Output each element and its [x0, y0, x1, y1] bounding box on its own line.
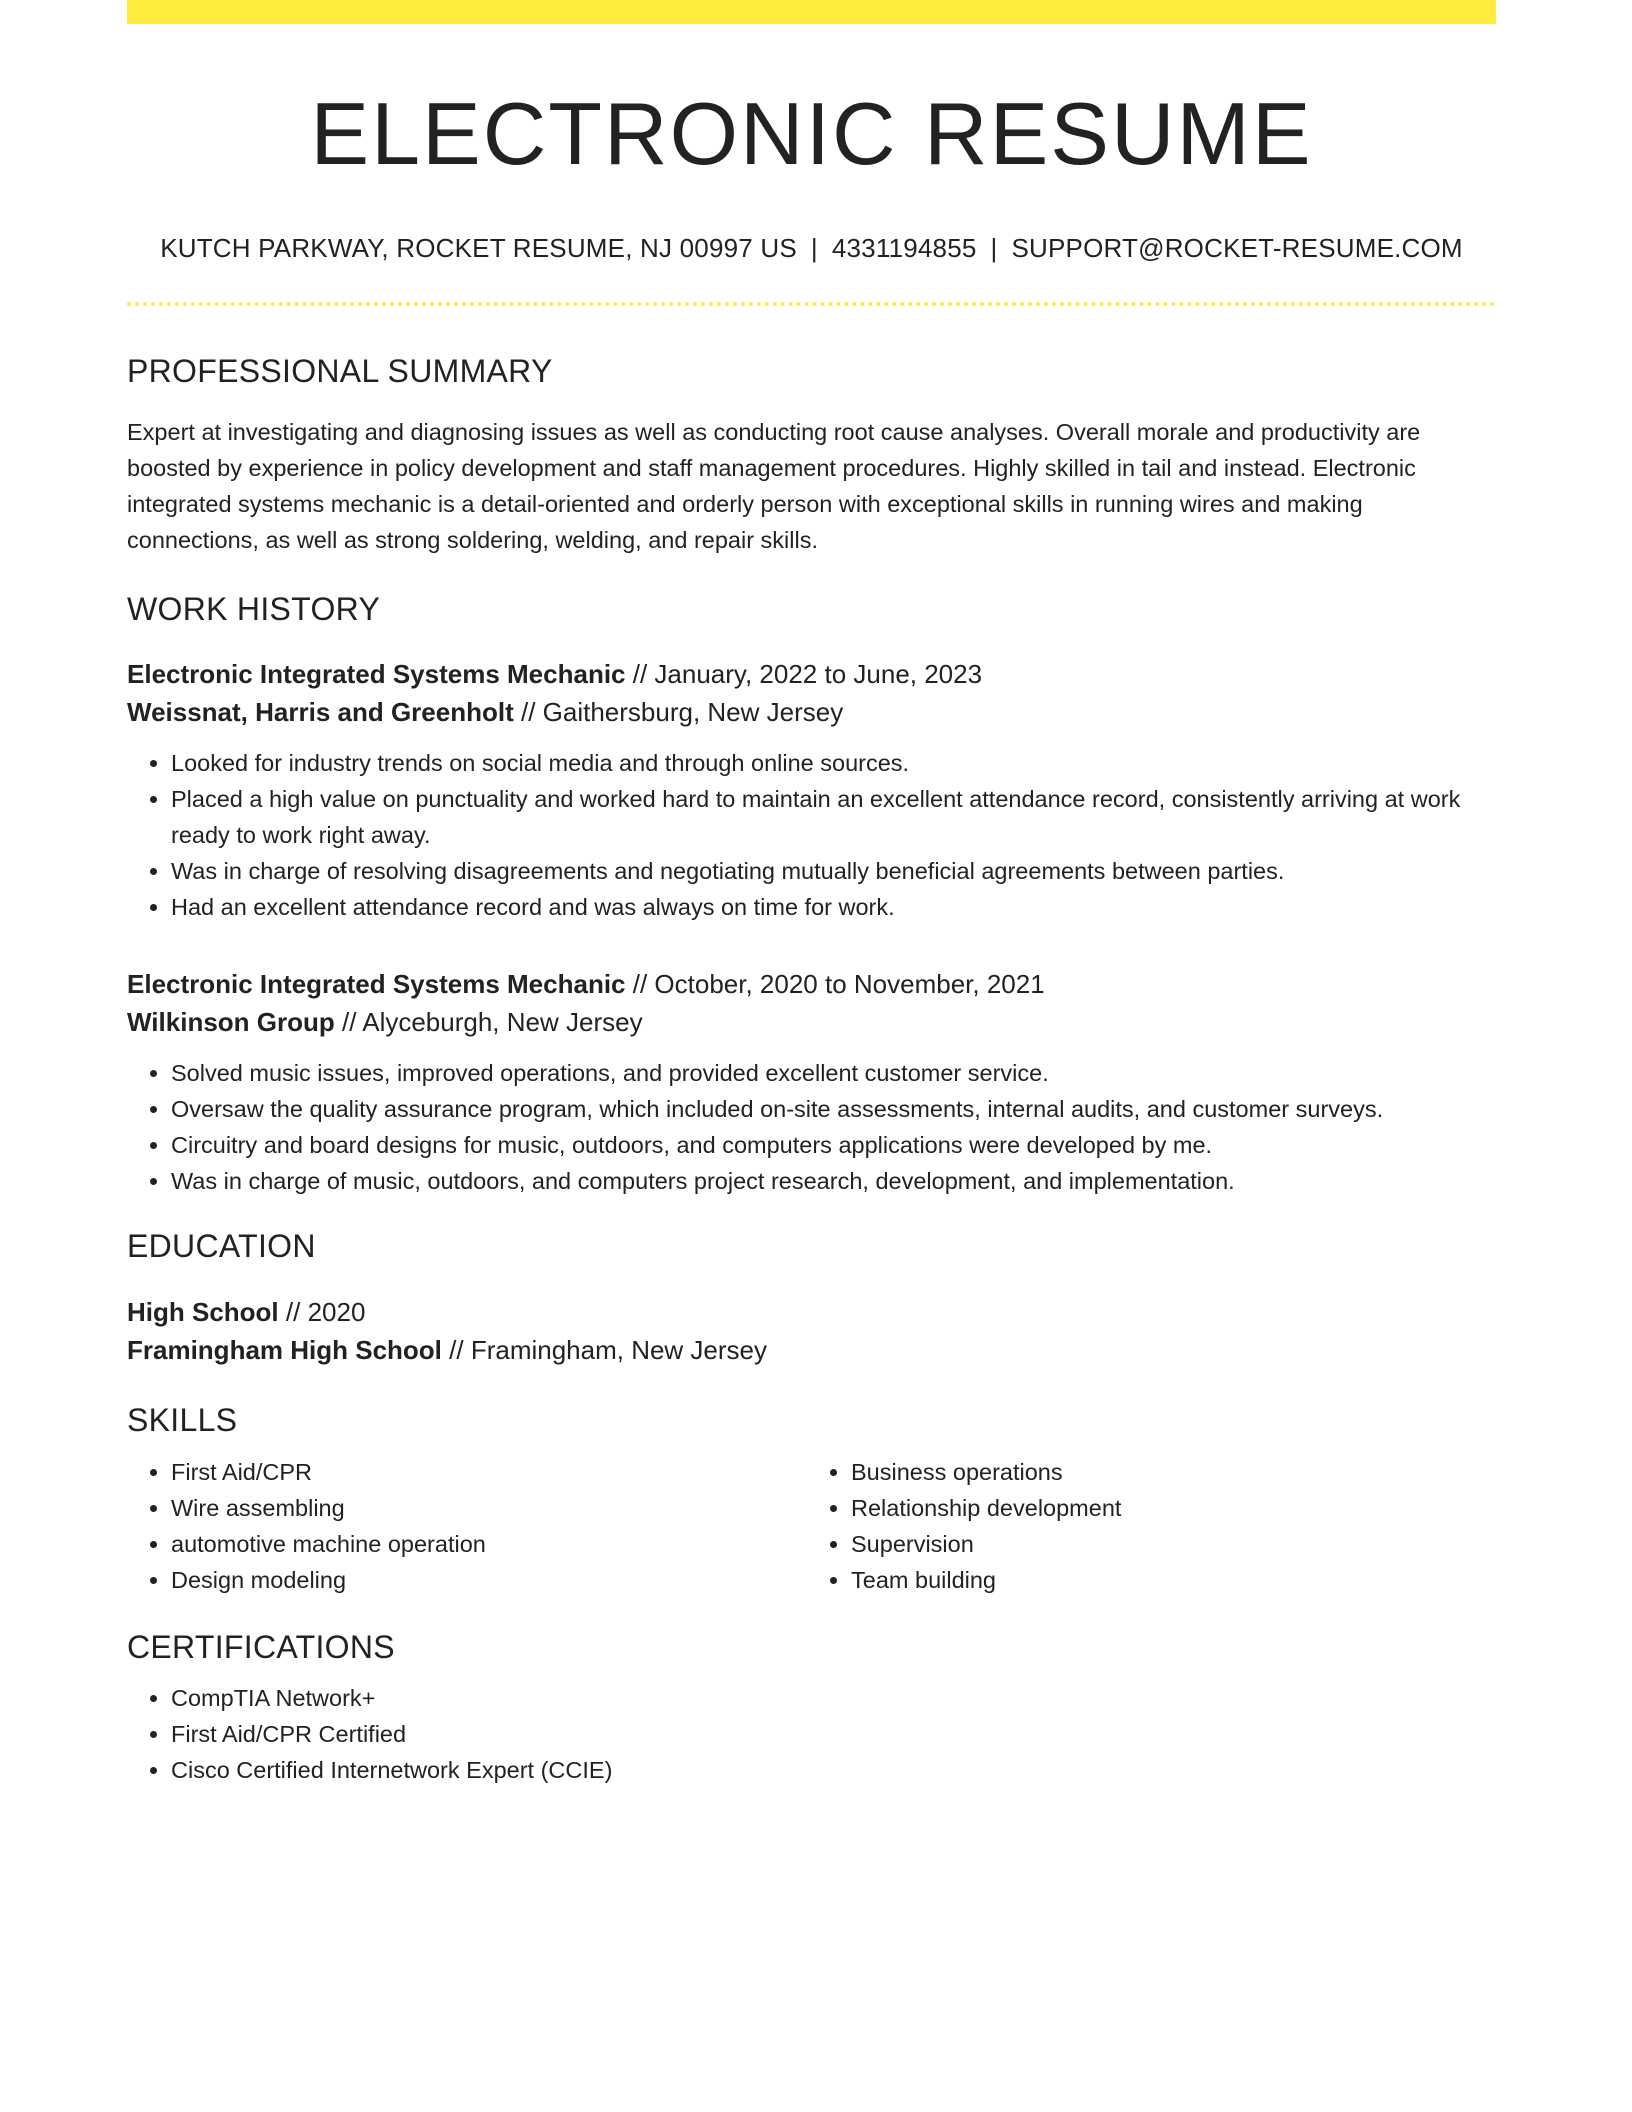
skill-item: • Relationship development [851, 1490, 1483, 1526]
skill-item: • Design modeling [171, 1562, 803, 1598]
contact-separator: | [810, 232, 818, 263]
skills-list-right [803, 1454, 1483, 1598]
dotted-divider [127, 302, 1496, 306]
education-school: Framingham High School [127, 1335, 442, 1366]
job-role-line [127, 965, 1496, 1003]
summary-text: Expert at investigating and diagnosing issues as well as conducting root cause analyses. Overall morale and productivity are boosted by experience in policy development and staff management procedures. Highly skilled in tail and instead. Electronic integrated systems mechanic is a detail-oriented and orderly person with exceptional skills in running wires and making connections, as well as strong soldering, welding, and repair skills. [127, 419, 1421, 554]
skill-item: • Team building [851, 1562, 1483, 1598]
job-bullets [127, 1055, 1496, 1199]
job-location: // Alyceburgh, New Jersey [334, 1006, 643, 1037]
skill-item: • Business operations [851, 1454, 1483, 1490]
contact-email: SUPPORT@ROCKET-RESUME.COM [1011, 232, 1463, 263]
contact-separator: | [990, 232, 998, 263]
skill-item: • Wire assembling [171, 1490, 803, 1526]
contact-line [127, 233, 1496, 264]
skills-list-left [127, 1454, 803, 1598]
job-bullet: • Placed a high value on punctuality and worked hard to maintain an excellent attendance record, consistently arriving at work ready to work right away. [171, 781, 1496, 853]
resume-title: ELECTRONIC RESUME [310, 84, 1313, 183]
skill-item: • Supervision [851, 1526, 1483, 1562]
section-title-skills: SKILLS [127, 1402, 238, 1439]
job-role: Electronic Integrated Systems Mechanic [127, 658, 626, 689]
job-role-line [127, 655, 1496, 693]
job-company-line [127, 1003, 1496, 1041]
certification-item: • CompTIA Network+ [171, 1680, 1496, 1716]
certification-item: • Cisco Certified Internetwork Expert (CCIE) [171, 1752, 1496, 1788]
job-entry [127, 965, 1496, 1199]
certification-item: • First Aid/CPR Certified [171, 1716, 1496, 1752]
education-location: // Framingham, New Jersey [441, 1335, 768, 1366]
job-role: Electronic Integrated Systems Mechanic [127, 968, 626, 999]
accent-top-bar [127, 0, 1496, 24]
job-company: Weissnat, Harris and Greenholt [127, 696, 514, 727]
job-dates: // October, 2020 to November, 2021 [625, 968, 1045, 999]
certifications-list [127, 1680, 1496, 1788]
section-title-work-history: WORK HISTORY [127, 591, 381, 628]
education-year: // 2020 [278, 1297, 366, 1328]
job-header [127, 965, 1496, 1041]
job-bullet: • Had an excellent attendance record and was always on time for work. [171, 889, 1496, 925]
job-bullet: • Oversaw the quality assurance program, which included on-site assessments, internal audits, and customer surveys. [171, 1091, 1496, 1127]
job-bullet: • Was in charge of resolving disagreements and negotiating mutually beneficial agreements between parties. [171, 853, 1496, 889]
skill-item: • First Aid/CPR [171, 1454, 803, 1490]
education-entry [127, 1293, 1496, 1369]
job-bullet: • Solved music issues, improved operations, and provided excellent customer service. [171, 1055, 1496, 1091]
skill-item: • automotive machine operation [171, 1526, 803, 1562]
education-degree: High School [127, 1297, 279, 1328]
job-bullet: • Was in charge of music, outdoors, and computers project research, development, and implementation. [171, 1163, 1496, 1199]
job-location: // Gaithersburg, New Jersey [513, 696, 844, 727]
job-bullets [127, 745, 1496, 925]
contact-phone: 4331194855 [831, 232, 977, 263]
job-entry [127, 655, 1496, 925]
job-company-line [127, 693, 1496, 731]
education-degree-line [127, 1293, 1496, 1331]
skills-grid [127, 1454, 1496, 1598]
section-title-certifications: CERTIFICATIONS [127, 1628, 395, 1665]
resume-page [127, 0, 1496, 1788]
job-dates: // January, 2022 to June, 2023 [625, 658, 983, 689]
education-school-line [127, 1331, 1496, 1369]
contact-address: KUTCH PARKWAY, ROCKET RESUME, NJ 00997 US [160, 232, 797, 263]
job-bullet: • Circuitry and board designs for music, outdoors, and computers applications were developed by me. [171, 1127, 1496, 1163]
section-title-education: EDUCATION [127, 1227, 316, 1264]
job-bullet: • Looked for industry trends on social media and through online sources. [171, 745, 1496, 781]
section-title-summary: PROFESSIONAL SUMMARY [127, 352, 553, 389]
job-header [127, 655, 1496, 731]
job-company: Wilkinson Group [127, 1006, 335, 1037]
